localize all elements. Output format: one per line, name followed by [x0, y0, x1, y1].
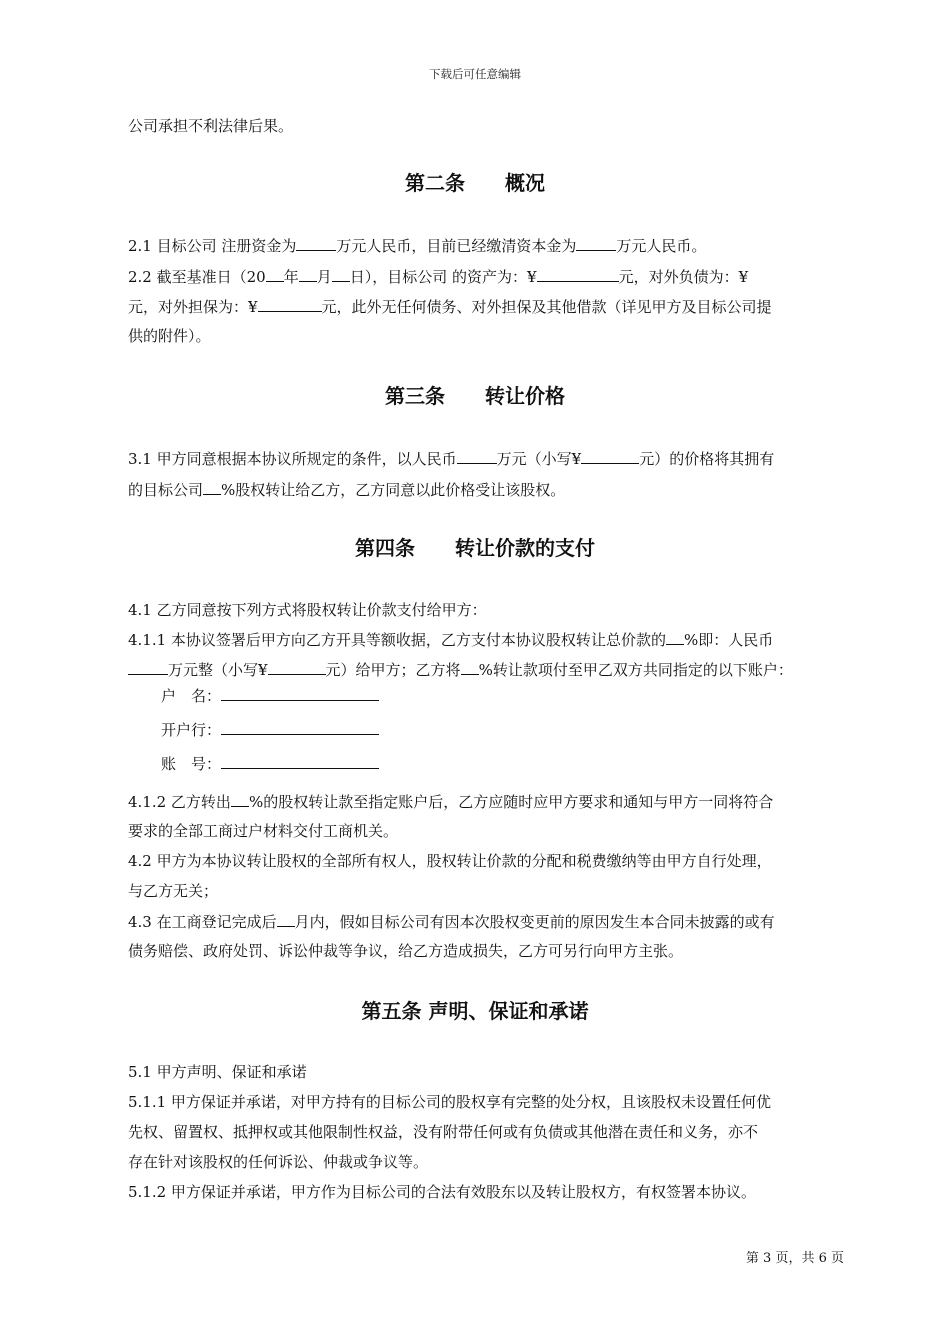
blank-field: [457, 448, 497, 464]
account-number-row: [161, 753, 379, 774]
clause-4-2-line2: 与乙方无关；: [128, 882, 219, 900]
text: 元，此外无任何债务、对外担保及其他借款（详见甲方及目标公司提: [321, 298, 772, 316]
blank-field: [537, 266, 619, 282]
text: %转让款项付至甲乙双方共同指定的以下账户：: [478, 661, 793, 679]
text: 元，对外担保为：¥: [128, 298, 258, 316]
account-name-row: [161, 685, 379, 706]
blank-field: [266, 266, 284, 282]
clause-4-1: 4.1 乙方同意按下列方式将股权转让价款支付给甲方：: [128, 601, 487, 619]
section-heading-2: 第二条 概况: [405, 171, 545, 195]
text: 元）给甲方；乙方将: [325, 661, 461, 679]
clause-3-1-line1: [128, 448, 774, 469]
blank-field: [231, 791, 249, 807]
blank-field: [461, 659, 479, 675]
page-footer: 第 3 页，共 6 页: [745, 1251, 844, 1266]
text: 月内，假如目标公司有因本次股权变更前的原因发生本合同未披露的或有: [294, 913, 775, 931]
paragraph-line: 公司承担不利法律后果。: [128, 117, 294, 135]
text: 万元人民币。: [616, 237, 707, 255]
text: 年: [283, 268, 299, 286]
text: 元，对外负债为：¥: [618, 268, 749, 286]
blank-field: [268, 659, 326, 675]
text: 2.1 目标公司 注册资金为: [128, 237, 297, 255]
text: 4.1.1 本协议签署后甲方向乙方开具等额收据，乙方支付本协议股权转让总价款的: [128, 631, 666, 649]
blank-field: [332, 266, 350, 282]
section-heading-4: 第四条 转让价款的支付: [355, 536, 595, 560]
blank-field: [203, 479, 221, 495]
text: %的股权转让款至指定账户后，乙方应随时应甲方要求和通知与甲方一同将符合: [248, 793, 774, 811]
blank-field: [666, 629, 684, 645]
account-bank-blank: [221, 719, 379, 735]
text: 万元（小写¥: [496, 450, 582, 468]
blank-field: [277, 911, 295, 927]
clause-5-1-1-line2: 先权、留置权、抵押权或其他限制性权益，没有附带任何或有负债或其他潜在责任和义务，亦不: [128, 1123, 759, 1141]
text: 3.1 甲方同意根据本协议所规定的条件，以人民币: [128, 450, 457, 468]
clause-5-1-2: 5.1.2 甲方保证并承诺，甲方作为目标公司的合法有效股东以及转让股权方，有权签署本协议。: [128, 1183, 756, 1201]
account-bank-label: 开户行：: [161, 721, 222, 739]
text: 万元整（小写¥: [168, 661, 268, 679]
blank-field: [576, 235, 616, 251]
clause-5-1-1-line3: 存在针对该股权的任何诉讼、仲裁或争议等。: [128, 1153, 429, 1171]
clause-2-2-line1: [128, 266, 748, 287]
clause-4-1-2-line1: [128, 791, 773, 812]
blank-field: [581, 448, 639, 464]
text: 2.2 截至基准日（20: [128, 268, 266, 286]
clause-4-1-2-line2: 要求的全部工商过户材料交付工商机关。: [128, 822, 399, 840]
clause-2-1: [128, 235, 706, 256]
text: 日），目标公司 的资产为：¥: [349, 268, 537, 286]
account-bank-row: [161, 719, 379, 740]
clause-5-1: 5.1 甲方声明、保证和承诺: [128, 1063, 307, 1081]
clause-5-1-1-line1: 5.1.1 甲方保证并承诺，对甲方持有的目标公司的股权享有完整的处分权，且该股权未设置任何优: [128, 1093, 771, 1111]
text: 4.1.2 乙方转出: [128, 793, 231, 811]
clause-4-3-line2: 债务赔偿、政府处罚、诉讼仲裁等争议，给乙方造成损失，乙方可另行向甲方主张。: [128, 942, 684, 960]
blank-field: [258, 296, 322, 312]
clause-3-1-line2: [128, 479, 565, 500]
account-number-blank: [221, 753, 379, 769]
text: 元）的价格将其拥有: [639, 450, 775, 468]
clause-4-3-line1: [128, 911, 775, 932]
clause-2-2-line3: 供的附件）。: [128, 327, 211, 345]
text: 4.3 在工商登记完成后: [128, 913, 277, 931]
page-header: 下载后可任意编辑: [429, 67, 521, 81]
account-name-blank: [221, 685, 379, 701]
account-number-label: 账 号：: [161, 755, 222, 773]
blank-field: [128, 659, 168, 675]
clause-4-2-line1: 4.2 甲方为本协议转让股权的全部所有权人，股权转让价款的分配和税费缴纳等由甲方自行处理，: [128, 852, 772, 870]
text: %即：人民币: [683, 631, 774, 649]
account-name-label: 户 名：: [161, 687, 222, 705]
text: %股权转让给乙方，乙方同意以此价格受让该股权。: [221, 481, 566, 499]
clause-4-1-1-line1: [128, 629, 773, 650]
blank-field: [296, 235, 336, 251]
clause-4-1-1-line2: [128, 659, 793, 680]
section-heading-3: 第三条 转让价格: [385, 384, 565, 408]
clause-2-2-line2: [128, 296, 772, 317]
blank-field: [299, 266, 317, 282]
section-heading-5: 第五条 声明、保证和承诺: [361, 999, 589, 1023]
text: 月: [316, 268, 332, 286]
text: 万元人民币，目前已经缴清资本金为: [336, 237, 577, 255]
text: 的目标公司: [128, 481, 204, 499]
